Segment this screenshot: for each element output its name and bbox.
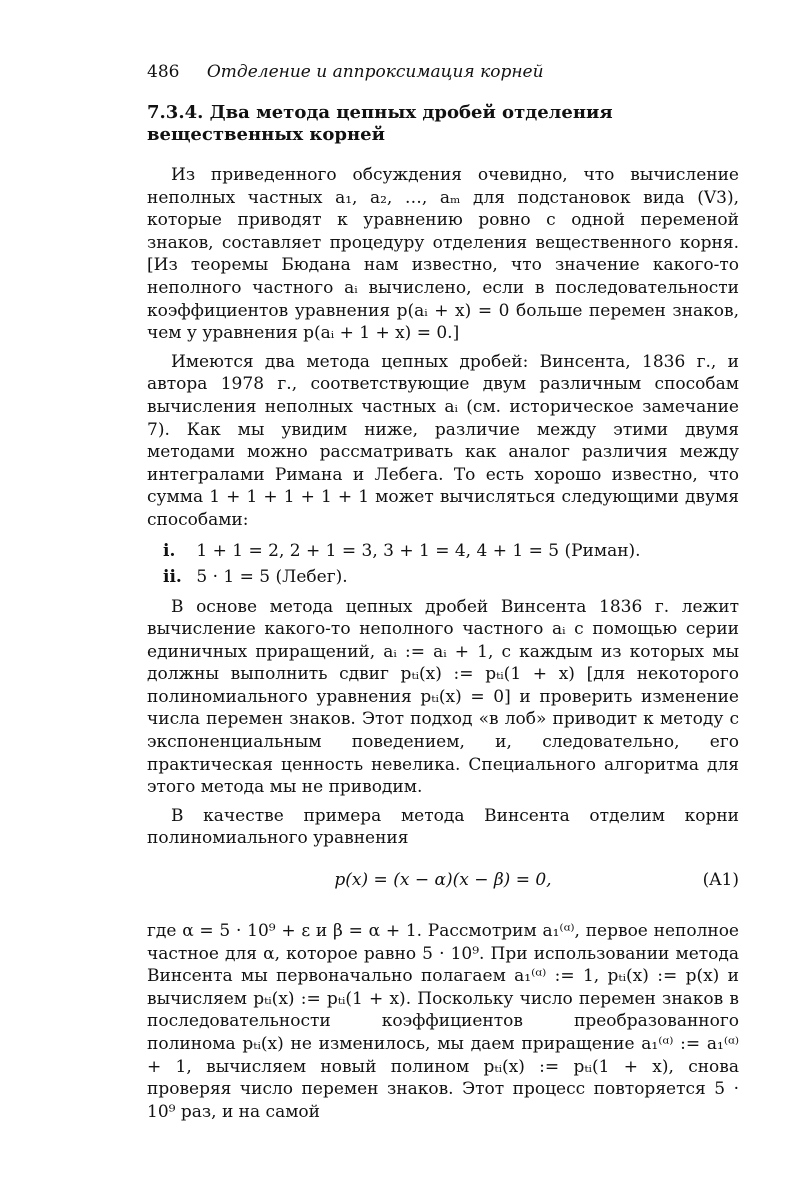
equation-number: (A1): [702, 870, 739, 891]
running-head: [147, 62, 739, 82]
list-item: [163, 564, 739, 590]
list-item: [163, 538, 739, 564]
section-title: 7.3.4. Два метода цепных дробей отделения вещественных корней: [147, 102, 613, 145]
equation: p(x) = (x − α)(x − β) = 0,: [334, 870, 552, 891]
running-title: Отделение и аппроксимация корней: [206, 62, 544, 82]
list-item-label: i.: [163, 540, 176, 561]
paragraph-5: где α = 5 · 10⁹ + ε и β = α + 1. Рассмотрим a₁⁽ᵅ⁾, первое неполное частное для α, которое равно 5 · 10⁹. При использовании метода Винсента мы первоначально полагаем a₁⁽ᵅ⁾ := 1, pₜᵢ(x) := p(x) и вычисляем pₜᵢ(x) := pₜᵢ(1 + x). Поскольку число перемен знаков в последовательности коэффициентов преобразованного полинома pₜᵢ(x) не изменилось, мы даем приращение a₁⁽ᵅ⁾ := a₁⁽ᵅ⁾ + 1, вычисляем новый полином pₜᵢ(x) := pₜᵢ(1 + x), снова проверяя число перемен знаков. Этот процесс повторяется 5 · 10⁹ раз, и на самой: [147, 921, 739, 1122]
page: [147, 62, 739, 1123]
sum-methods-list: [163, 538, 739, 590]
list-item-text: 1 + 1 = 2, 2 + 1 = 3, 3 + 1 = 4, 4 + 1 = 5 (Риман).: [196, 540, 641, 561]
paragraph-2: Имеются два метода цепных дробей: Винсента, 1836 г., и автора 1978 г., соответствующие двум различным способам вычисления неполных частных aᵢ (см. историческое замечание 7). Как мы увидим ниже, различие между этими двумя методами можно рассматривать как аналог различия между интегралами Римана и Лебега. То есть хорошо известно, что сумма 1 + 1 + 1 + 1 + 1 может вычисляться следующими двумя способами:: [147, 351, 739, 530]
list-item-label: ii.: [163, 566, 182, 587]
list-item-text: 5 · 1 = 5 (Лебег).: [196, 566, 348, 587]
page-number: 486: [147, 62, 180, 82]
paragraph-1: Из приведенного обсуждения очевидно, что вычисление неполных частных a₁, a₂, …, aₘ для подстановок вида (V3), которые приводят к уравнению ровно с одной переменой знаков, составляет процедуру отделения вещественного корня. [Из теоремы Бюдана нам известно, что значение какого-то неполного частного aᵢ вычислено, если в последовательности коэффициентов уравнения p(aᵢ + x) = 0 больше перемен знаков, чем у уравнения p(aᵢ + 1 + x) = 0.]: [147, 165, 739, 344]
equation-row: [147, 854, 739, 910]
paragraph-4: В качестве примера метода Винсента отделим корни полиномиального уравнения: [147, 805, 739, 849]
paragraph-3: В основе метода цепных дробей Винсента 1836 г. лежит вычисление какого-то неполного частного aᵢ с помощью серии единичных приращений, aᵢ := aᵢ + 1, с каждым из которых мы должны выполнить сдвиг pₜᵢ(x) := pₜᵢ(1 + x) [для некоторого полиномиального уравнения pₜᵢ(x) = 0] и проверить изменение числа перемен знаков. Этот подход «в лоб» приводит к методу с экспоненциальным поведением, и, следовательно, его практическая ценность невелика. Специального алгоритма для этого метода мы не приводим.: [147, 596, 739, 798]
